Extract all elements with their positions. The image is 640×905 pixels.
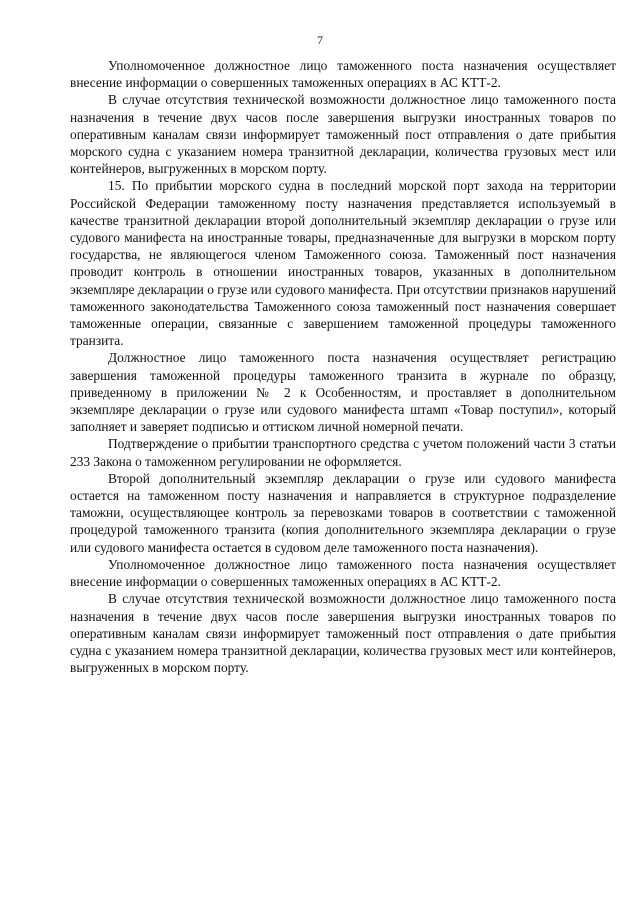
paragraph-2: В случае отсутствия технической возможности должностное лицо таможенного поста назначения в течение двух часов после завершения выгрузки иностранных товаров по оперативным каналам связи информирует таможенный пост отправления о дате прибытия морского судна с указанием номера транзитной декларации, количества грузовых мест или контейнеров, выгруженных в морском порту. [70, 92, 616, 177]
paragraph-8: В случае отсутствия технической возможности должностное лицо таможенного поста назначения в течение двух часов после завершения выгрузки иностранных товаров по оперативным каналам связи информирует таможенный пост отправления о дате прибытия судна с указанием номера транзитной декларации, количества грузовых мест или контейнеров, выгруженных в морском порту. [70, 591, 616, 676]
paragraph-6: Второй дополнительный экземпляр декларации о грузе или судового манифеста остается на таможенном посту назначения и направляется в структурное подразделение таможни, осуществляющее контроль за перевозками товаров в соответствии с таможенной процедурой таможенного транзита (копия дополнительного экземпляра декларации о грузе или судового манифеста остается в судовом деле таможенного поста назначения). [70, 470, 616, 555]
paragraph-4: Должностное лицо таможенного поста назначения осуществляет регистрацию завершения таможенной процедуры таможенного транзита в журнале по образцу, приведенному в приложении № 2 к Особенностям, и проставляет в дополнительном экземпляре декларации о грузе или судового манифеста штамп «Товар поступил», который заполняет и заверяет подписью и оттиском личной номерной печати. [70, 350, 616, 435]
paragraph-1: Уполномоченное должностное лицо таможенного поста назначения осуществляет внесение информации о совершенных таможенных операциях в АС КТТ-2. [70, 58, 616, 91]
paragraph-3: 15. По прибытии морского судна в последний морской порт захода на территории Российской Федерации таможенному посту назначения представляется используемый в качестве транзитной декларации второй дополнительный экземпляр декларации о грузе или судового манифеста на иностранные товары, предназначенные для выгрузки в морском порту государства, не являющегося членом Таможенного союза. Таможенный пост назначения проводит контроль в отношении иностранных товаров, указанных в дополнительном экземпляре декларации о грузе или судового манифеста. При отсутствии признаков нарушений таможенного законодательства Таможенного союза таможенный пост назначения совершает таможенные операции, связанные с завершением таможенной процедуры таможенного транзита. [70, 178, 616, 349]
document-body [70, 57, 616, 676]
page-number: 7 [317, 33, 323, 47]
paragraph-5: Подтверждение о прибытии транспортного средства с учетом положений части 3 статьи 233 Закона о таможенном регулировании не оформляется. [70, 436, 616, 469]
paragraph-7: Уполномоченное должностное лицо таможенного поста назначения осуществляет внесение информации о совершенных таможенных операциях в АС КТТ-2. [70, 556, 616, 590]
